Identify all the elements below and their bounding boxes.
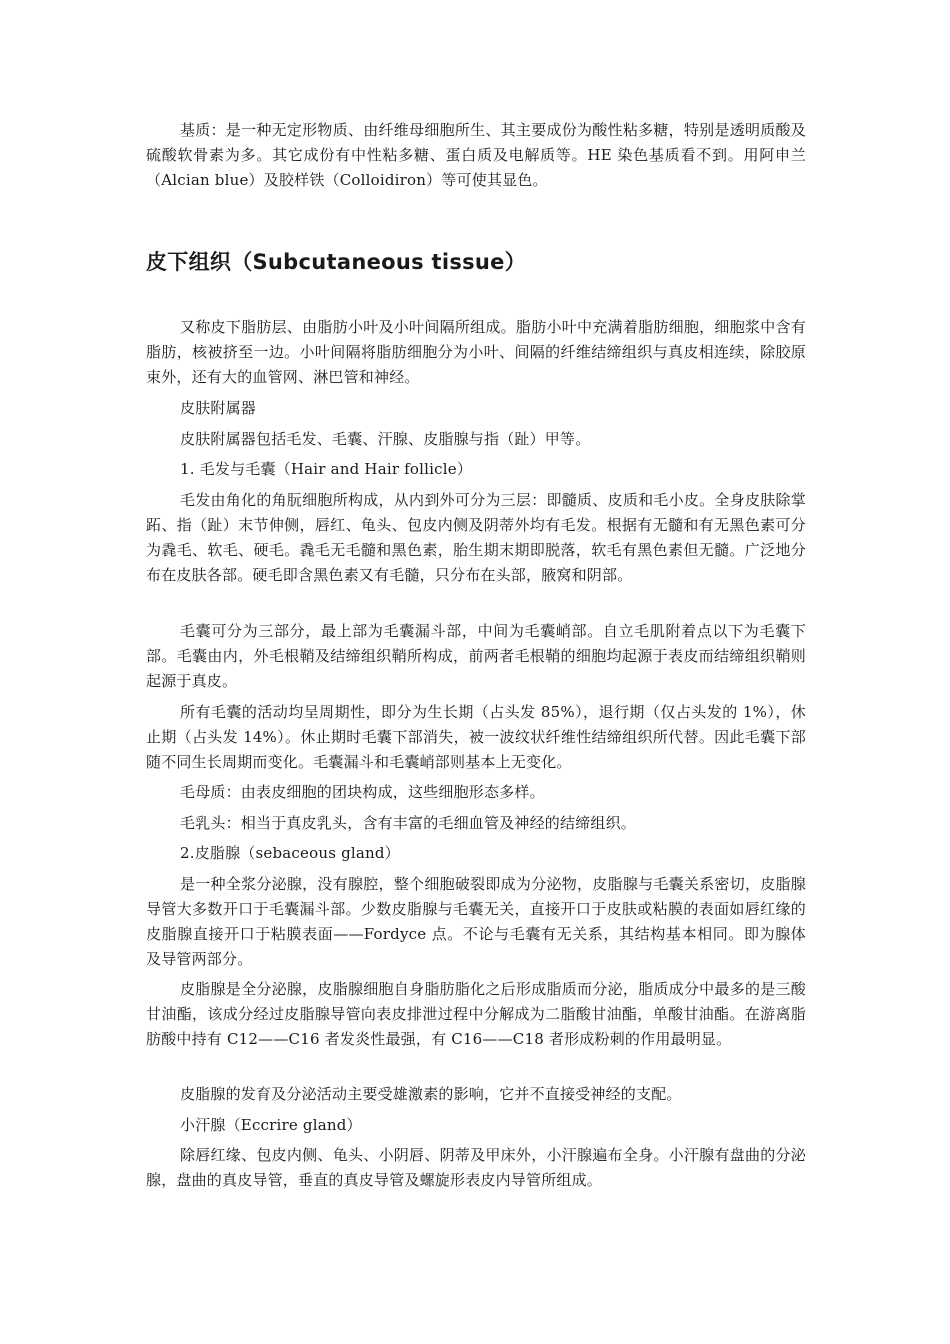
paragraph-sebaceous-hormones: 皮脂腺的发育及分泌活动主要受雄激素的影响，它并不直接受神经的支配。 (180, 1085, 682, 1103)
paragraph-sebaceous-title: 2.皮脂腺（sebaceous gland） (180, 844, 400, 862)
paragraph-ground-substance: 基质：是一种无定形物质、由纤维母细胞所生、其主要成份为酸性粘多糖，特别是透明质酸及硫酸软骨素为多。其它成份有中性粘多糖、蛋白质及电解质等。HE 染色基质看不到。用阿申兰（Alcian blue）及胶样铁（Colloidiron）等可使其显色。 (146, 121, 806, 189)
paragraph-skin-appendages-list: 皮肤附属器包括毛发、毛囊、汗腺、皮脂腺与指（趾）甲等。 (180, 430, 591, 448)
paragraph-hair-title: 1. 毛发与毛囊（Hair and Hair follicle） (180, 460, 473, 478)
paragraph-hair-follicle-parts: 毛囊可分为三部分，最上部为毛囊漏斗部，中间为毛囊峭部。自立毛肌附着点以下为毛囊下部。毛囊由内，外毛根鞘及结缔组织鞘所构成，前两者毛根鞘的细胞均起源于表皮而结缔组织鞘则起源于真皮。 (146, 622, 806, 690)
paragraph-hair-cycle: 所有毛囊的活动均呈周期性，即分为生长期（占头发 85%），退行期（仅占头发的 1%），休止期（占头发 14%）。休止期时毛囊下部消失，被一波纹状纤维性结缔组织所代替。因此毛囊下部随不同生长周期而变化。毛囊漏斗和毛囊峭部则基本上无变化。 (146, 703, 806, 771)
paragraph-skin-appendages-title: 皮肤附属器 (180, 399, 257, 417)
paragraph-eccrine-description: 除唇红缘、包皮内侧、龟头、小阴唇、阴蒂及甲床外，小汗腺遍布全身。小汗腺有盘曲的分泌腺，盘曲的真皮导管，垂直的真皮导管及螺旋形表皮内导管所组成。 (146, 1146, 806, 1189)
paragraph-subcutaneous-description: 又称皮下脂肪层、由脂肪小叶及小叶间隔所组成。脂肪小叶中充满着脂肪细胞，细胞浆中含有脂肪，核被挤至一边。小叶间隔将脂肪细胞分为小叶、间隔的纤维结缔组织与真皮相连续，除胶原束外，还有大的血管网、淋巴管和神经。 (146, 318, 806, 386)
paragraph-dermal-papilla: 毛乳头：相当于真皮乳头，含有丰富的毛细血管及神经的结缔组织。 (180, 814, 637, 832)
paragraph-eccrine-title: 小汗腺（Eccrire gland） (180, 1116, 362, 1134)
paragraph-sebaceous-secretion: 皮脂腺是全分泌腺，皮脂腺细胞自身脂肪脂化之后形成脂质而分泌，脂质成分中最多的是三酸甘油酯，该成分经过皮脂腺导管向表皮排泄过程中分解成为二脂酸甘油酯，单酸甘油酯。在游离脂肪酸中持有 C12——C16 者发炎性最强，有 C16——C18 者形成粉刺的作用最明显。 (146, 980, 806, 1048)
paragraph-hair-description: 毛发由角化的角朊细胞所构成，从内到外可分为三层：即髓质、皮质和毛小皮。全身皮肤除掌跖、指（趾）末节伸侧，唇红、龟头、包皮内侧及阴蒂外均有毛发。根据有无髓和有无黑色素可分为毳毛、软毛、硬毛。毳毛无毛髓和黑色素，胎生期末期即脱落，软毛有黑色素但无髓。广泛地分布在皮肤各部。硬毛即含黑色素又有毛髓，只分布在头部，腋窝和阴部。 (146, 491, 806, 584)
section-heading-subcutaneous-tissue: 皮下组织（Subcutaneous tissue） (146, 250, 527, 274)
paragraph-hair-matrix: 毛母质：由表皮细胞的团块构成，这些细胞形态多样。 (180, 783, 545, 801)
paragraph-sebaceous-description: 是一种全浆分泌腺，没有腺腔，整个细胞破裂即成为分泌物，皮脂腺与毛囊关系密切，皮脂腺导管大多数开口于毛囊漏斗部。少数皮脂腺与毛囊无关，直接开口于皮肤或粘膜的表面如唇红缘的皮脂腺直接开口于粘膜表面——Fordyce 点。不论与毛囊有无关系，其结构基本相同。即为腺体及导管两部分。 (146, 875, 806, 968)
